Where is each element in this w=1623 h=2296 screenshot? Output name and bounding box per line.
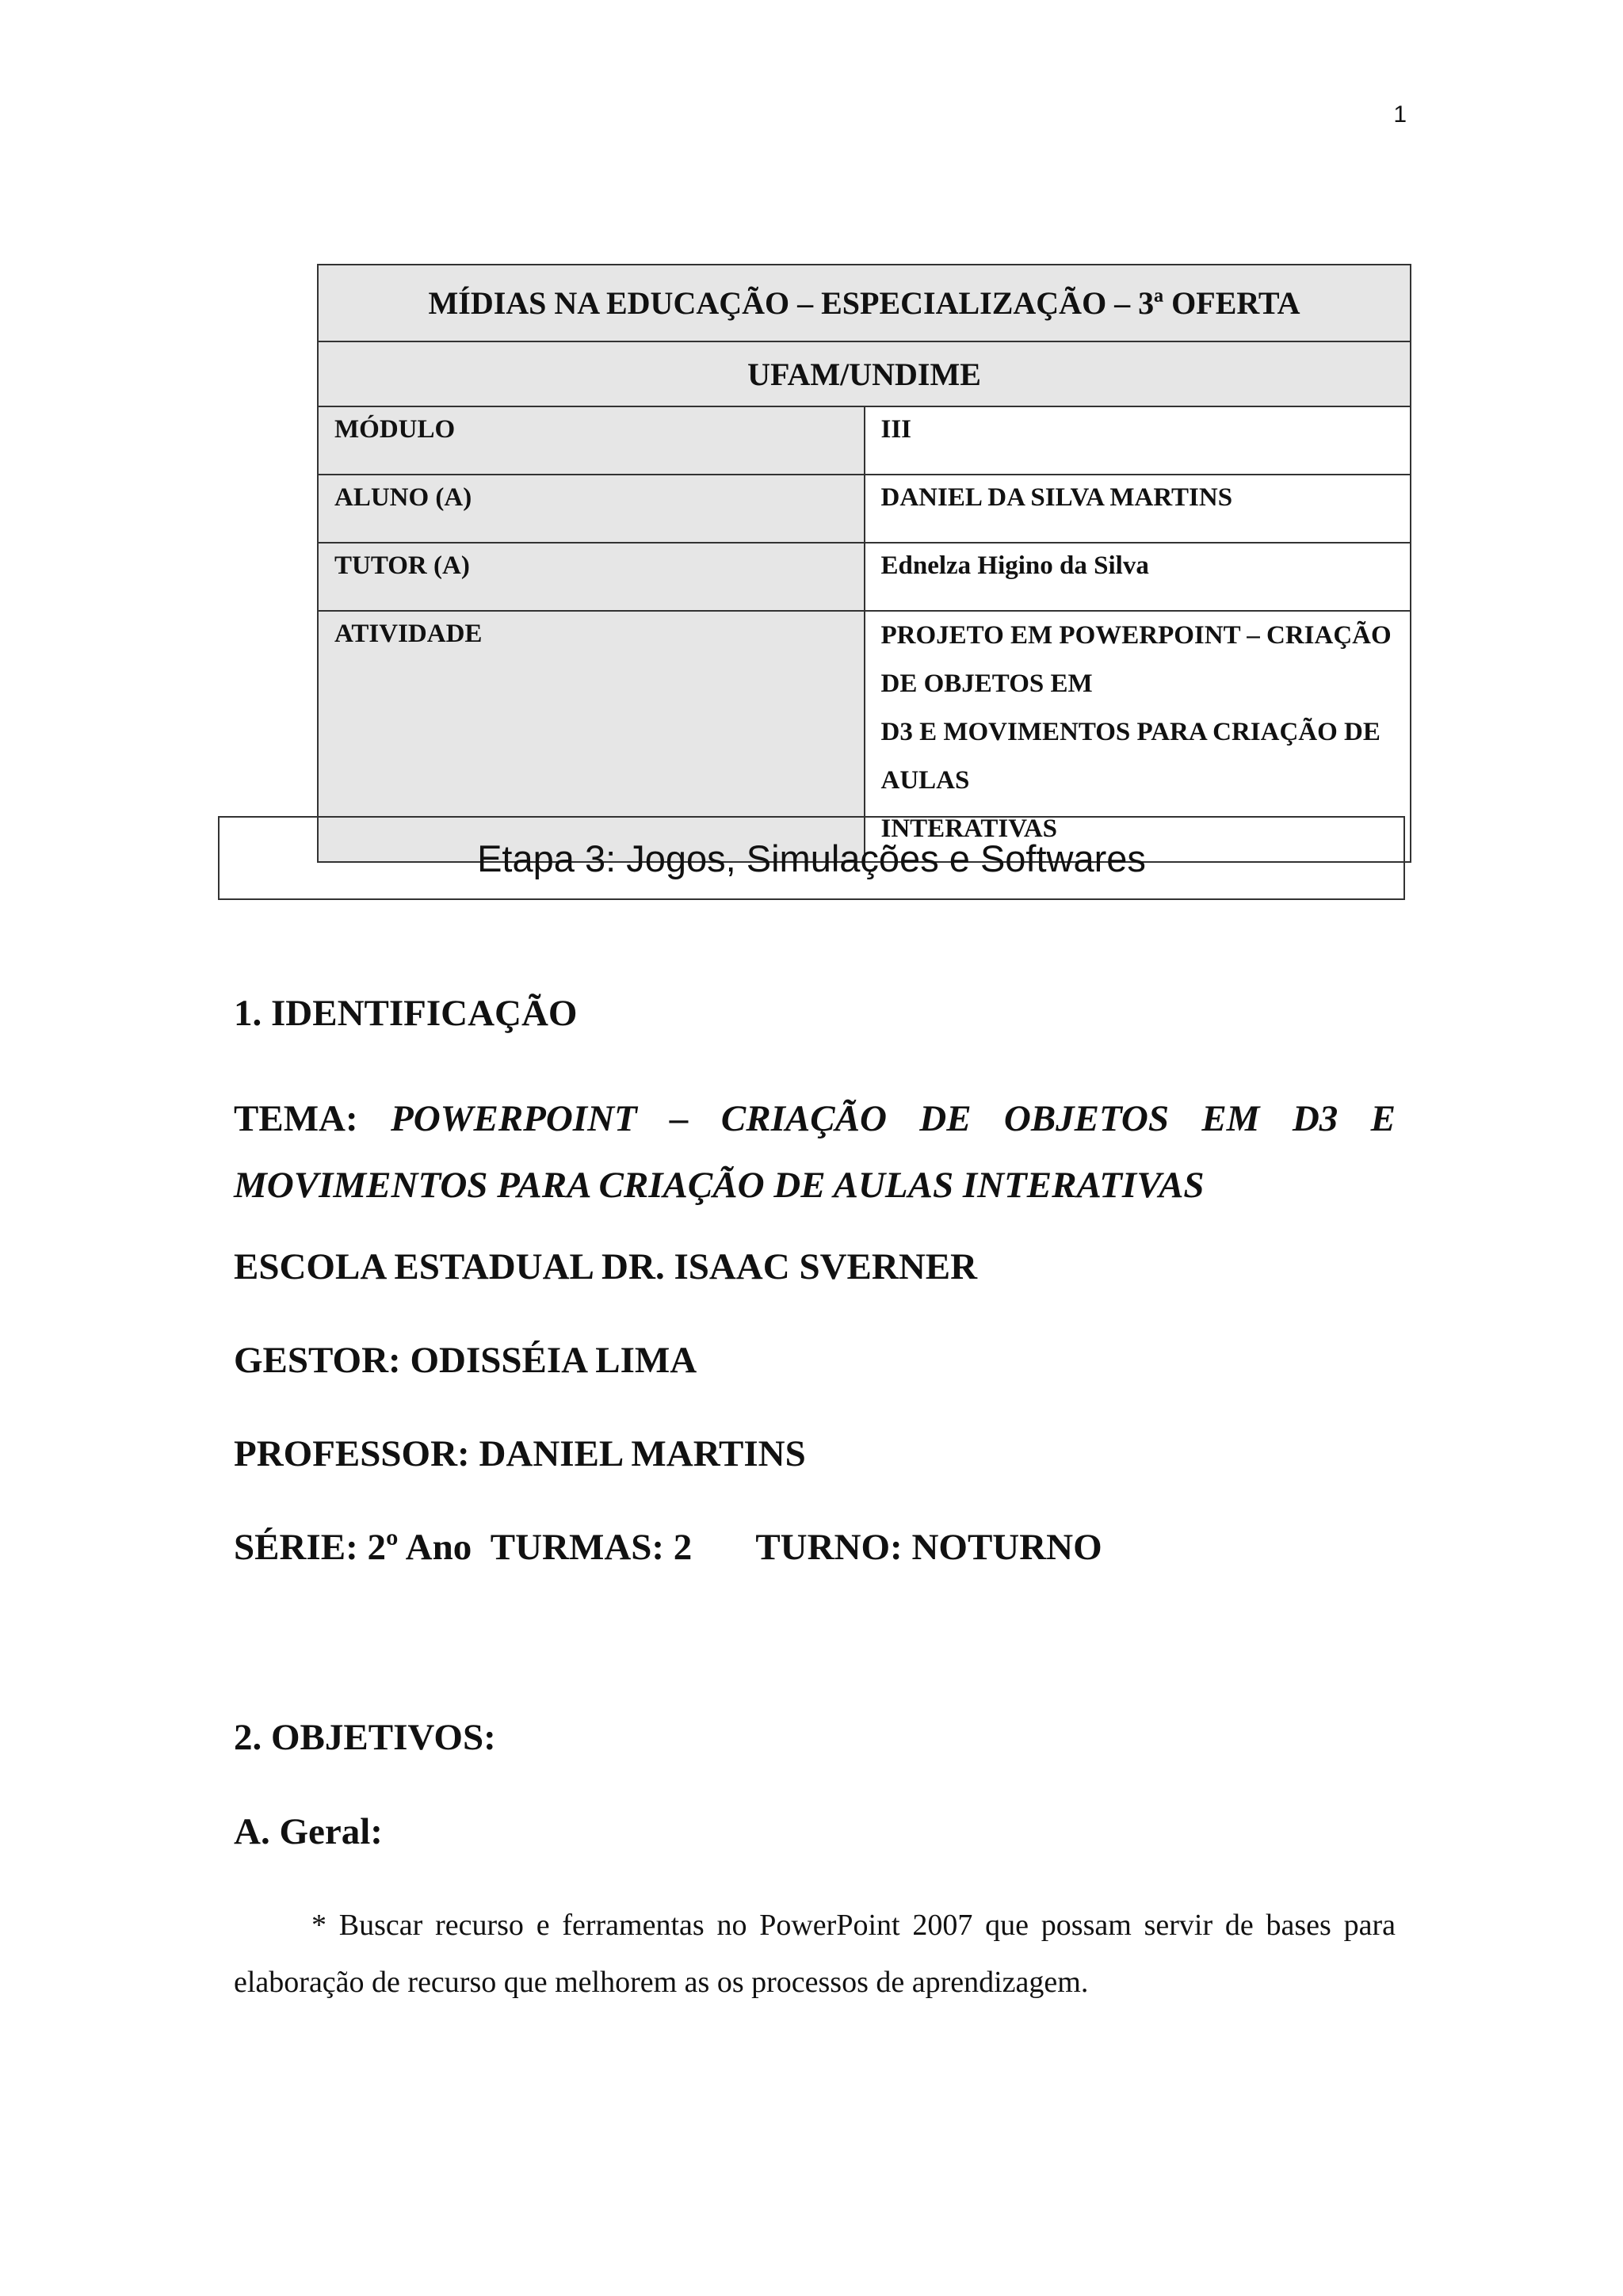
etapa-title-box xyxy=(218,816,1405,900)
tema-label: TEMA: xyxy=(234,1098,358,1139)
tema-line-1 xyxy=(234,1085,1396,1152)
subheading-geral: A. Geral: xyxy=(234,1811,383,1852)
professor: PROFESSOR: DANIEL MARTINS xyxy=(234,1433,806,1474)
activity-line: PROJETO EM POWERPOINT – CRIAÇÃO DE OBJETOS EM xyxy=(880,621,1392,698)
table-row xyxy=(318,406,1411,475)
row-label-aluno: ALUNO (A) xyxy=(318,475,865,543)
section-heading-objetivos: 2. OBJETIVOS: xyxy=(234,1717,496,1758)
tema-word: OBJETOS xyxy=(1003,1098,1169,1139)
objective-text: * Buscar recurso e ferramentas no PowerPoint 2007 que possam servir de bases para elaboração de recurso que melhorem as os processos de aprendizagem. xyxy=(234,1909,1396,1999)
tema-line-2 xyxy=(234,1152,1396,1219)
school-name: ESCOLA ESTADUAL DR. ISAAC SVERNER xyxy=(234,1246,978,1287)
table-row xyxy=(318,475,1411,543)
institution: UFAM/UNDIME xyxy=(318,341,1411,406)
row-label-tutor: TUTOR (A) xyxy=(318,543,865,611)
tema-word: – xyxy=(670,1098,689,1139)
serie: SÉRIE: 2º Ano xyxy=(234,1527,472,1568)
tema-word: D3 xyxy=(1292,1098,1338,1139)
etapa-title: Etapa 3: Jogos, Simulações e Softwares xyxy=(477,837,1146,879)
activity-line: INTERATIVAS xyxy=(880,814,1058,843)
tema-word: CRIAÇÃO xyxy=(720,1098,887,1139)
section-heading-identificacao: 1. IDENTIFICAÇÃO xyxy=(234,993,578,1034)
gestor: GESTOR: ODISSÉIA LIMA xyxy=(234,1340,697,1381)
turno: TURNO: NOTURNO xyxy=(755,1527,1102,1568)
serie-line xyxy=(234,1526,1102,1569)
row-value-modulo: III xyxy=(865,406,1411,475)
header-table xyxy=(317,264,1411,863)
table-row xyxy=(318,543,1411,611)
tema xyxy=(234,1085,1396,1219)
row-label-modulo: MÓDULO xyxy=(318,406,865,475)
tema-word: E xyxy=(1370,1098,1396,1139)
row-value-tutor: Ednelza Higino da Silva xyxy=(865,543,1411,611)
tema-word: DE xyxy=(919,1098,972,1139)
row-label-atividade: ATIVIDADE xyxy=(318,611,865,862)
tema-line-2-text: MOVIMENTOS PARA CRIAÇÃO DE AULAS INTERATIVAS xyxy=(234,1165,1205,1206)
activity-line: D3 E MOVIMENTOS PARA CRIAÇÃO DE AULAS xyxy=(880,718,1381,795)
course-title: MÍDIAS NA EDUCAÇÃO – ESPECIALIZAÇÃO – 3ª OFERTA xyxy=(318,265,1411,341)
row-value-aluno: DANIEL DA SILVA MARTINS xyxy=(865,475,1411,543)
tema-word: POWERPOINT xyxy=(391,1098,637,1139)
tema-word: EM xyxy=(1201,1098,1260,1139)
objective-paragraph xyxy=(234,1897,1396,2011)
turmas: TURMAS: 2 xyxy=(490,1527,693,1568)
page-number: 1 xyxy=(1393,101,1407,128)
